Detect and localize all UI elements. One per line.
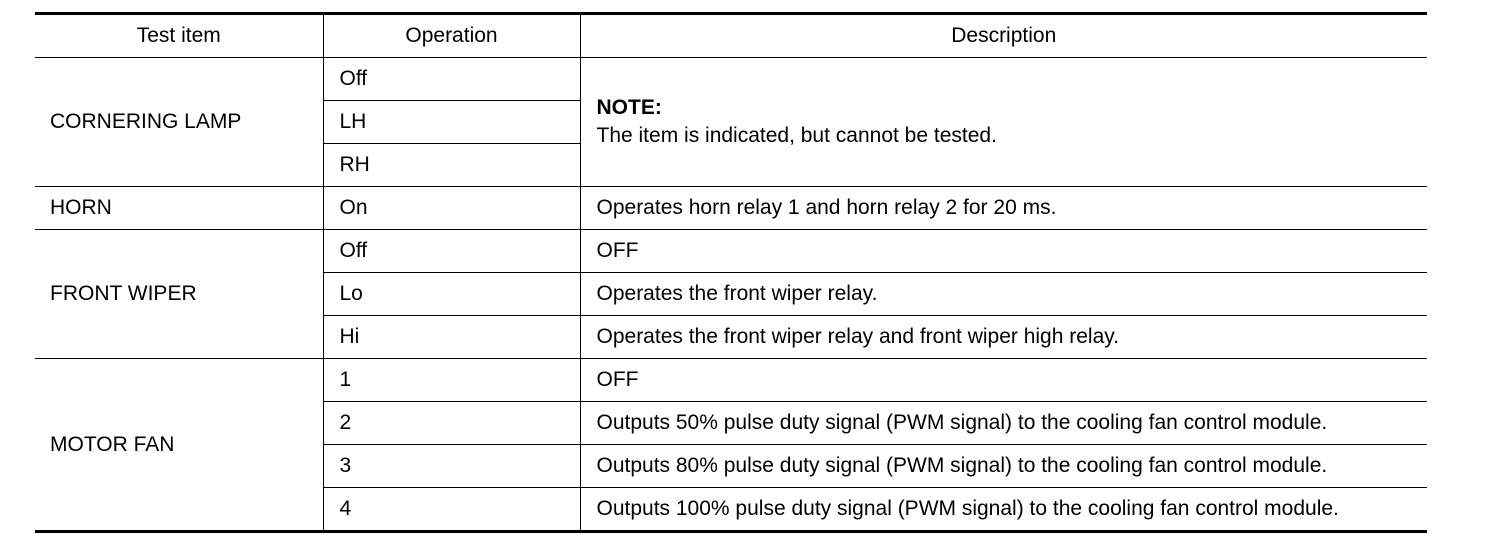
operation-cell: 3: [323, 445, 580, 488]
table-row: [35, 230, 1427, 273]
header-operation: Operation: [323, 14, 580, 58]
test-item-cell: CORNERING LAMP: [35, 58, 323, 187]
note-title: NOTE:: [596, 96, 662, 119]
operation-cell: Off: [323, 58, 580, 101]
description-cell: Operates the front wiper relay.: [580, 273, 1427, 316]
operation-cell: 4: [323, 488, 580, 532]
operation-cell: LH: [323, 101, 580, 144]
description-cell: Outputs 100% pulse duty signal (PWM signal) to the cooling fan control module.: [580, 488, 1427, 532]
description-cell: OFF: [580, 359, 1427, 402]
note-text: The item is indicated, but cannot be tested.: [596, 124, 997, 147]
description-cell: Operates the front wiper relay and front wiper high relay.: [580, 316, 1427, 359]
table-row: [35, 58, 1427, 101]
table-row: [35, 359, 1427, 402]
header-test-item: Test item: [35, 14, 323, 58]
operation-cell: 2: [323, 402, 580, 445]
operation-cell: Off: [323, 230, 580, 273]
active-test-table: [35, 12, 1427, 533]
note-cell: [580, 58, 1427, 187]
operation-cell: Lo: [323, 273, 580, 316]
description-cell: OFF: [580, 230, 1427, 273]
operation-cell: 1: [323, 359, 580, 402]
test-item-cell: MOTOR FAN: [35, 359, 323, 532]
table-row: [35, 187, 1427, 230]
header-description: Description: [580, 14, 1427, 58]
test-item-cell: HORN: [35, 187, 323, 230]
operation-cell: On: [323, 187, 580, 230]
description-cell: Outputs 50% pulse duty signal (PWM signal) to the cooling fan control module.: [580, 402, 1427, 445]
description-cell: Outputs 80% pulse duty signal (PWM signal) to the cooling fan control module.: [580, 445, 1427, 488]
operation-cell: Hi: [323, 316, 580, 359]
description-cell: Operates horn relay 1 and horn relay 2 for 20 ms.: [580, 187, 1427, 230]
operation-cell: RH: [323, 144, 580, 187]
test-item-cell: FRONT WIPER: [35, 230, 323, 359]
header-row: [35, 14, 1427, 58]
